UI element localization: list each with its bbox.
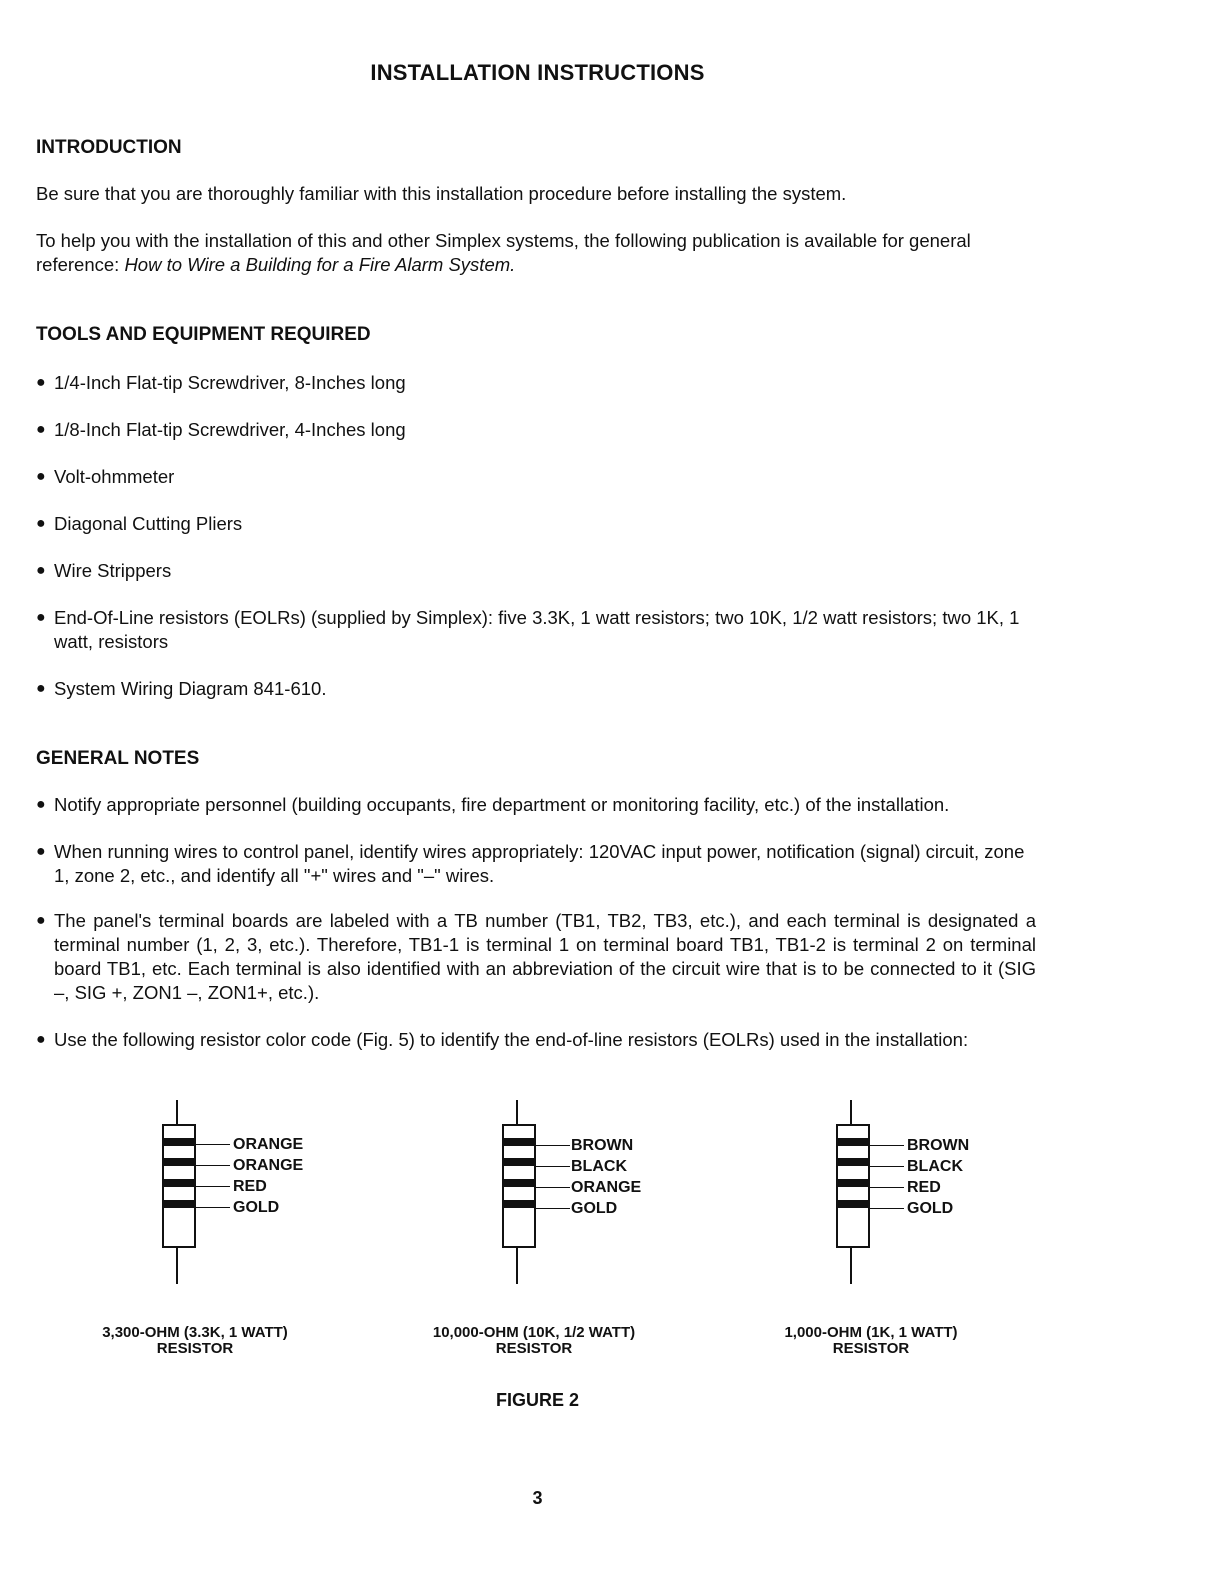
band-label: BROWN: [571, 1137, 634, 1154]
list-item: ● Notify appropriate personnel (building occupants, fire department or monitoring facility, etc.) of the installation.: [36, 794, 950, 815]
band-label: GOLD: [233, 1199, 280, 1216]
band-label: GOLD: [571, 1200, 618, 1217]
bullet-icon: ●: [36, 609, 46, 626]
band-label: BLACK: [571, 1158, 627, 1175]
color-band: [164, 1138, 194, 1146]
band-label: RED: [907, 1179, 941, 1196]
band-label: ORANGE: [571, 1179, 642, 1196]
resistor-caption: 10,000-OHM (10K, 1/2 WATT) RESISTOR: [432, 1324, 636, 1357]
band-label: RED: [233, 1178, 267, 1195]
band-leader-line: [536, 1166, 570, 1167]
bullet-icon: ●: [36, 843, 46, 860]
bullet-icon: ●: [36, 421, 46, 438]
page-title: INSTALLATION INSTRUCTIONS: [370, 60, 705, 85]
resistor-lead: [850, 1100, 852, 1124]
intro-paragraph-2: [36, 229, 1036, 277]
band-leader-line: [536, 1187, 570, 1188]
general-notes-heading: GENERAL NOTES: [36, 748, 200, 769]
resistor-lead: [176, 1100, 178, 1124]
figure-label: FIGURE 2: [495, 1390, 579, 1410]
tools-heading: TOOLS AND EQUIPMENT REQUIRED: [36, 324, 371, 345]
intro-paragraph-2-line1: To help you with the installation of this and other Simplex systems, the following publication is available for general: [36, 230, 971, 251]
list-item: ● 1/4-Inch Flat-tip Screwdriver, 8-Inches long: [36, 372, 406, 393]
color-band: [504, 1179, 534, 1187]
resistor-lead: [850, 1248, 852, 1284]
color-band: [164, 1179, 194, 1187]
bullet-icon: ●: [36, 796, 46, 813]
page-number: 3: [532, 1488, 543, 1508]
list-item: ● System Wiring Diagram 841-610.: [36, 678, 327, 699]
band-leader-line: [870, 1187, 904, 1188]
bullet-icon: ●: [36, 912, 46, 929]
band-label: ORANGE: [233, 1157, 304, 1174]
resistor-body: [162, 1124, 196, 1248]
color-band: [838, 1138, 868, 1146]
intro-paragraph-2-prefix: reference:: [36, 254, 125, 275]
bullet-icon: ●: [36, 1031, 46, 1048]
band-leader-line: [196, 1207, 230, 1208]
bullet-icon: ●: [36, 374, 46, 391]
introduction-heading: INTRODUCTION: [36, 137, 182, 158]
band-leader-line: [536, 1145, 570, 1146]
color-band: [164, 1200, 194, 1208]
color-band: [504, 1158, 534, 1166]
resistor-lead: [516, 1248, 518, 1284]
color-band: [504, 1200, 534, 1208]
resistor-lead: [176, 1248, 178, 1284]
band-leader-line: [196, 1144, 230, 1145]
color-band: [838, 1158, 868, 1166]
resistor-body: [502, 1124, 536, 1248]
color-band: [838, 1179, 868, 1187]
bullet-icon: ●: [36, 680, 46, 697]
resistor-body: [836, 1124, 870, 1248]
band-label: ORANGE: [233, 1136, 304, 1153]
list-item: ● When running wires to control panel, identify wires appropriately: 120VAC input power, notification (signal) circuit, zone 1, zone 2, etc., and identify all "+" wires and "–" wires.: [36, 841, 1025, 886]
band-leader-line: [870, 1145, 904, 1146]
list-item: ● End-Of-Line resistors (EOLRs) (supplied by Simplex): five 3.3K, 1 watt resistors; two 10K, 1/2 watt resistors; two 1K, 1 watt, resistors: [36, 607, 1020, 652]
publication-title: How to Wire a Building for a Fire Alarm System.: [124, 254, 516, 275]
color-band: [164, 1158, 194, 1166]
list-item: ● Use the following resistor color code (Fig. 5) to identify the end-of-line resistors (EOLRs) used in the installation:: [36, 1029, 969, 1050]
band-leader-line: [536, 1208, 570, 1209]
bullet-icon: ●: [36, 562, 46, 579]
band-label: GOLD: [907, 1200, 954, 1217]
band-leader-line: [870, 1208, 904, 1209]
band-label: BLACK: [907, 1158, 963, 1175]
resistor-lead: [516, 1100, 518, 1124]
list-item: ● Volt-ohmmeter: [36, 466, 175, 487]
color-band: [504, 1138, 534, 1146]
color-band: [838, 1200, 868, 1208]
bullet-icon: ●: [36, 468, 46, 485]
list-item: ● Wire Strippers: [36, 560, 172, 581]
band-leader-line: [196, 1165, 230, 1166]
list-item: ● 1/8-Inch Flat-tip Screwdriver, 4-Inches long: [36, 419, 406, 440]
list-item: ● Diagonal Cutting Pliers: [36, 513, 243, 534]
list-item: ● The panel's terminal boards are labeled with a TB number (TB1, TB2, TB3, etc.), and each terminal is designated a terminal number (1, 2, 3, etc.). Therefore, TB1-1 is terminal 1 on terminal board TB1, TB1-2 is terminal 2 on terminal board TB1, etc. Each terminal is also identified with an abbreviation of the circuit wire that is to be connected to it (SIG –, SIG +, ZON1 –, ZON1+, etc.).: [36, 910, 1036, 1003]
band-leader-line: [196, 1186, 230, 1187]
band-label: BROWN: [907, 1137, 970, 1154]
resistor-caption: 3,300-OHM (3.3K, 1 WATT) RESISTOR: [102, 1324, 288, 1357]
intro-paragraph-1: Be sure that you are thoroughly familiar with this installation procedure before installing the system.: [36, 183, 847, 204]
resistor-caption: 1,000-OHM (1K, 1 WATT) RESISTOR: [784, 1324, 958, 1357]
band-leader-line: [870, 1166, 904, 1167]
bullet-icon: ●: [36, 515, 46, 532]
